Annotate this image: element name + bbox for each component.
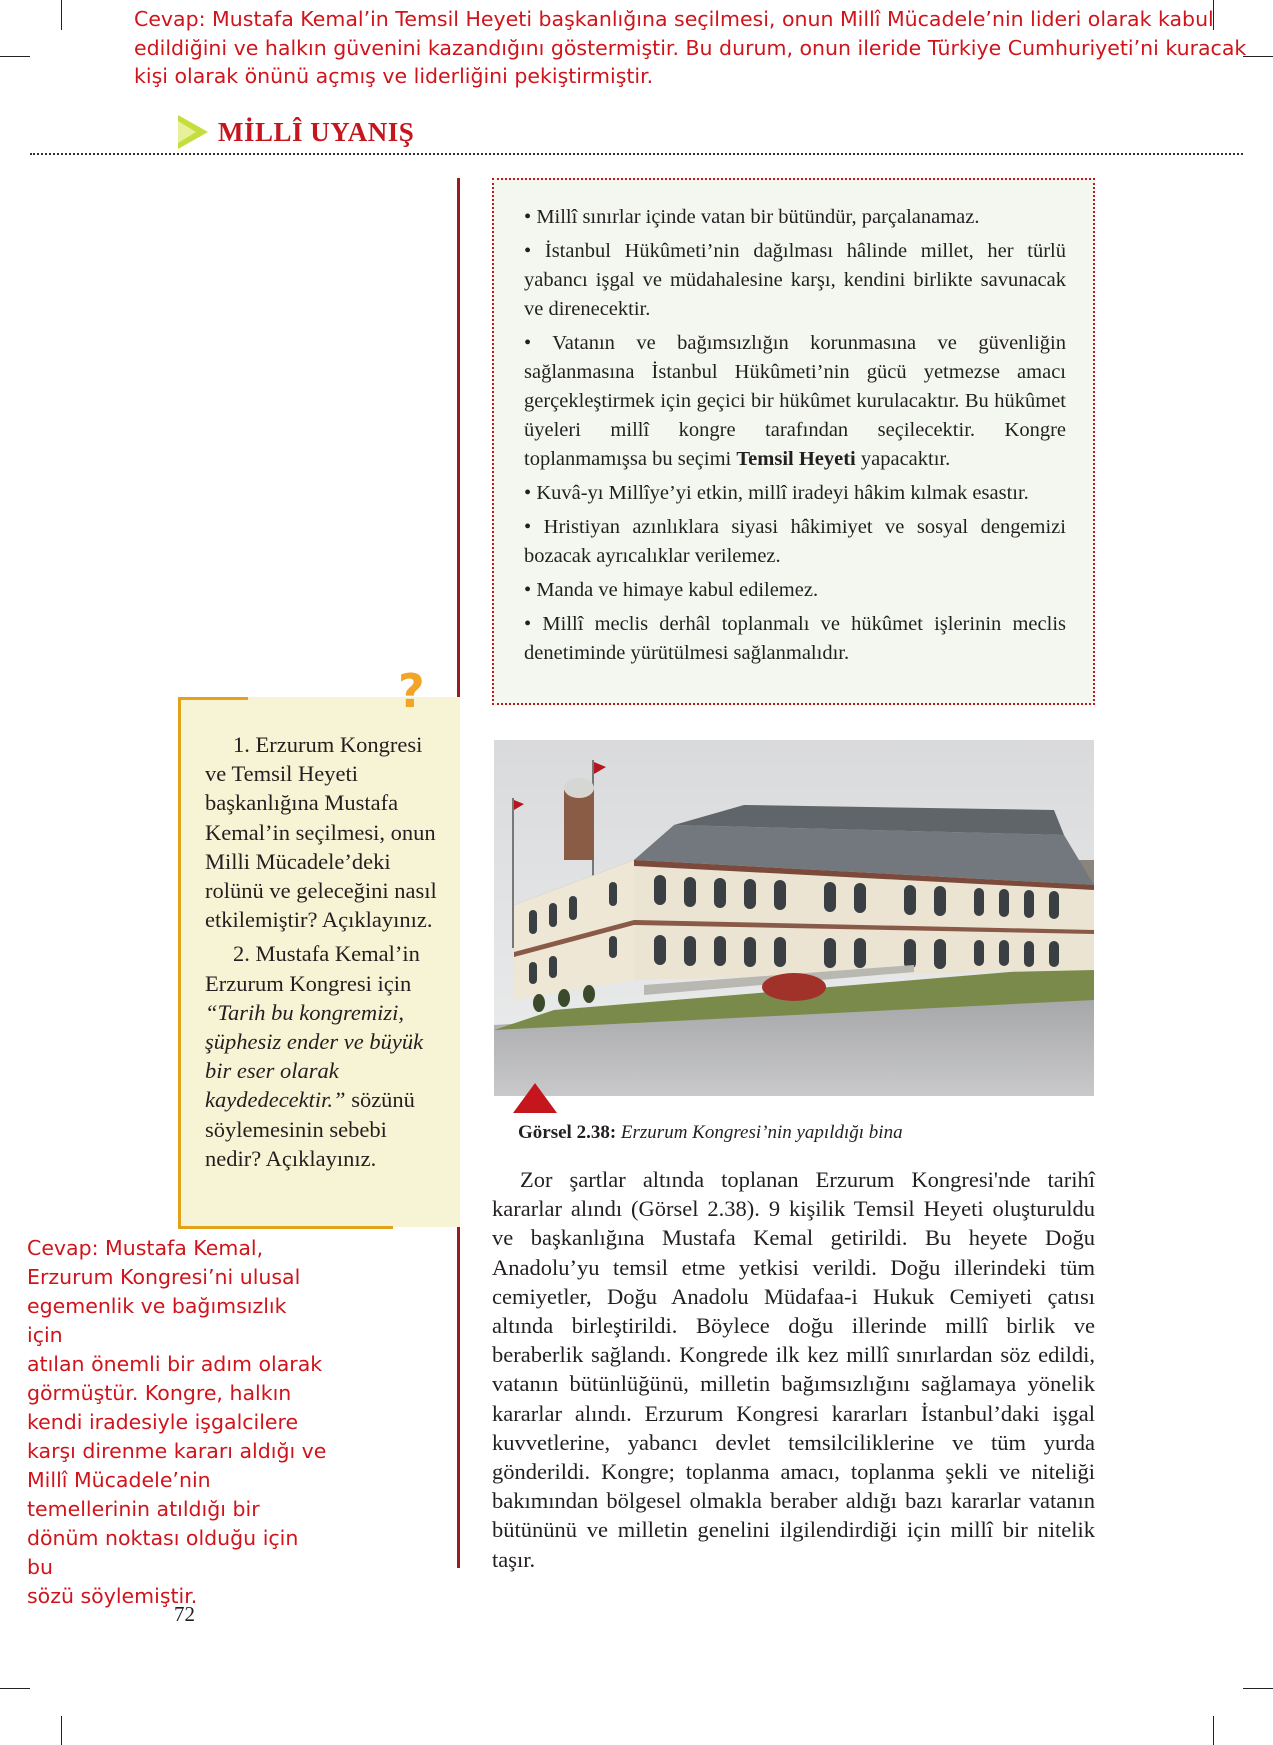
- photo-caption: Görsel 2.38: Erzurum Kongresi’nin yapıldığı bina: [518, 1122, 903, 1143]
- header-divider: [30, 153, 1243, 155]
- congress-building-photo: [494, 740, 1094, 1096]
- question-box-bottom-border: [178, 1226, 393, 1229]
- congress-decisions-box: [492, 178, 1095, 705]
- question-1: 1. Erzurum Kongresi ve Temsil Heyeti başkanlığına Mustafa Kemal’in seçilmesi, onun Milli Mücadele’deki rolünü ve geleceğini nasıl etkilemiştir? Açıklayınız.: [205, 732, 437, 933]
- crop-mark: [1243, 1688, 1273, 1689]
- decision-item: • Hristiyan azınlıklara siyasi hâkimiyet ve sosyal dengemizi bozacak ayrıcalıklar verilemez.: [524, 516, 1066, 567]
- page-number: 72: [174, 1602, 195, 1626]
- crop-mark: [61, 1716, 62, 1745]
- body-paragraph: Zor şartlar altında toplanan Erzurum Kongresi'nde tarihî kararlar alındı (Görsel 2.38). 9 kişilik Temsil Heyeti oluşturuldu ve başkanlığına Mustafa Kemal getirildi. Bu heyete Doğu Anadolu’yu temsil etme yetkisi verildi. Doğu illerindeki tüm cemiyetler, Doğu Anadolu Müdafaa-i Hukuk Cemiyeti çatısı altında birleştirildi. Böylece doğu illerinde millî birlik ve beraberlik sağlandı. Kongrede ilk kez millî sınırlardan söz edildi, vatanın bütünlüğünü, milletin bağımsızlığını sağlamaya yönelik kararlar alındı. Erzurum Kongresi kararları İstanbul’daki işgal kuvvetlerine, yabancı devlet temsilciliklerine ve tüm yurda gönderildi. Kongre; toplanma amacı, toplanma şekli ve niteliği bakımından bölgesel olmakla beraber aldığı bazı kararlar vatanın bütününü ve milletin genelini ilgilendirdiği için millî bir nitelik taşır.: [492, 1167, 1095, 1572]
- play-arrow-icon: [178, 115, 208, 149]
- top-answer-text: Cevap: Mustafa Kemal’in Temsil Heyeti başkanlığına seçilmesi, onun Millî Mücadele’nin lideri olarak kabul edildiğini ve halkın güvenini kazandığını göstermiştir. Bu durum, onun ileride Türkiye Cumhuriyeti’ni kuracak kişi olarak önünü açmış ve liderliğini pekiştirmiştir.: [134, 7, 1247, 88]
- question-box: [178, 697, 460, 1227]
- question-box-top-border: [178, 697, 248, 700]
- decision-item: • Manda ve himaye kabul edilemez.: [524, 579, 819, 601]
- crop-mark: [1213, 1716, 1214, 1745]
- section-title: MİLLÎ UYANIŞ: [218, 116, 415, 147]
- crop-mark: [0, 56, 30, 57]
- decision-item: • Vatanın ve bağımsızlığın korunmasına ve güvenliğin sağlanmasına İstanbul Hükûmeti’nin gücü yetmezse amacı gerçekleştirmek için geçici bir hükûmet kurulacaktır. Bu hükûmet üyeleri millî kongre tarafından seçilecektir. Kongre toplanmamışsa bu seçimi Temsil Heyeti yapacaktır.: [524, 332, 1067, 470]
- question-mark-icon: ?: [398, 664, 425, 718]
- decision-item: • Kuvâ-yı Millîye’yi etkin, millî iradeyi hâkim kılmak esastır.: [524, 482, 1029, 504]
- decision-item: • Millî sınırlar içinde vatan bir bütündür, parçalanamaz.: [524, 206, 980, 228]
- question-2: 2. Mustafa Kemal’in Erzurum Kongresi için “Tarih bu kongremizi, şüphesiz ender ve büyük bir eser olarak kaydedecektir.” sözünü söylemesinin sebebi nedir? Açıklayınız.: [205, 941, 424, 1171]
- section-header: [178, 114, 414, 150]
- decision-item: • İstanbul Hükûmeti’nin dağılması hâlinde millet, her türlü yabancı işgal ve müdahalesine karşı, kendini birlikte savunacak ve direnecektir.: [524, 240, 1066, 320]
- crop-mark: [0, 1688, 30, 1689]
- crop-mark: [61, 0, 62, 30]
- side-answer-text: Cevap: Mustafa Kemal, Erzurum Kongresi’ni ulusal egemenlik ve bağımsızlık için atılan önemli bir adım olarak görmüştür. Kongre, halkın kendi iradesiyle işgalcilere karşı direnme kararı aldığı ve Millî Mücadele’nin temellerinin atıldığı bir dönüm noktası olduğu için bu sözü söylemiştir.: [27, 1236, 327, 1608]
- decision-item: • Millî meclis derhâl toplanmalı ve hükûmet işlerinin meclis denetiminde yürütülmesi sağlanmalıdır.: [524, 613, 1066, 664]
- triangle-marker-icon: [513, 1083, 557, 1118]
